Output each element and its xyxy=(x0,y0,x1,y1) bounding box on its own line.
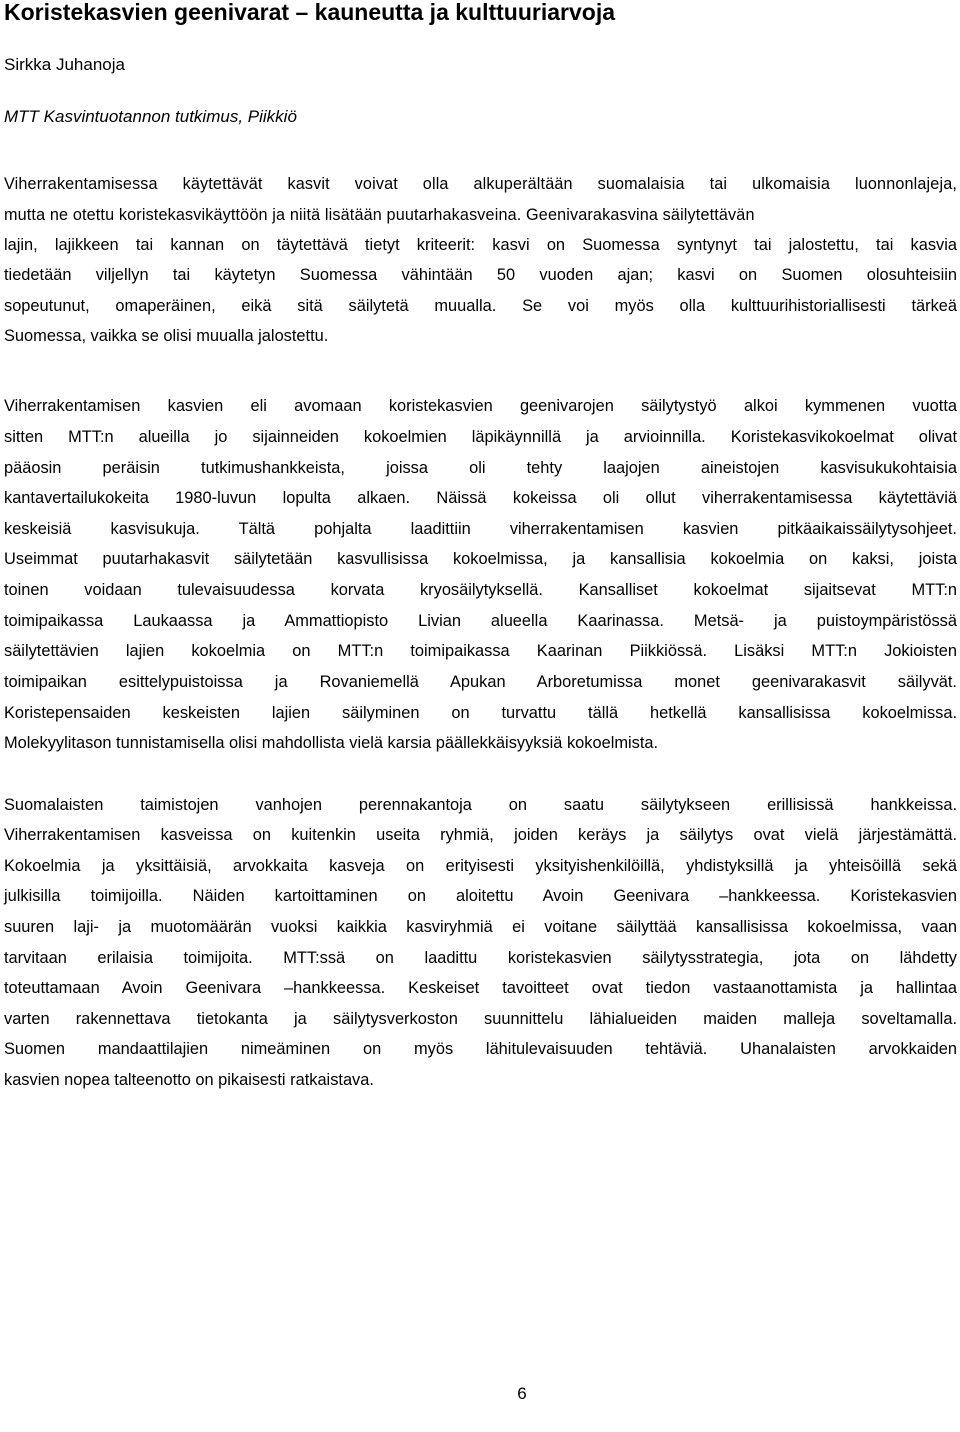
text-line: kantavertailukokeita 1980-luvun lopulta alkaen. Näissä kokeissa oli ollut viherrakentamisessa käytettäviä xyxy=(4,489,957,507)
text-line: Useimmat puutarhakasvit säilytetään kasvullisissa kokoelmissa, ja kansallisia kokoelmia on kaksi, joista xyxy=(4,550,957,568)
text-line: Suomen mandaattilajien nimeäminen on myös lähitulevaisuuden tehtäviä. Uhanalaisten arvokkaiden xyxy=(4,1040,957,1058)
text-line: keskeisiä kasvisukuja. Tältä pohjalta laadittiin viherrakentamisen kasvien pitkäaikaissäilytysohjeet. xyxy=(4,520,957,538)
text-line: Koristepensaiden keskeisten lajien säilyminen on turvattu tällä hetkellä kansallisissa kokoelmissa. xyxy=(4,704,957,722)
text-line: Viherrakentamisen kasvien eli avomaan koristekasvien geenivarojen säilytystyö alkoi kymmenen vuotta xyxy=(4,397,957,415)
author-name: Sirkka Juhanoja xyxy=(4,55,125,74)
text-line: Suomessa, vaikka se olisi muualla jalostettu. xyxy=(4,327,329,345)
text-line: mutta ne otettu koristekasvikäyttöön ja niitä lisätään puutarhakasveina. Geenivarakasvina säilytettävän xyxy=(4,206,755,224)
text-line: suuren laji- ja muotomäärän vuoksi kaikkia kasviryhmiä ei voitane säilyttää kansallisissa kokoelmissa, vaan xyxy=(4,918,957,936)
author-affiliation: MTT Kasvintuotannon tutkimus, Piikkiö xyxy=(4,107,297,126)
text-line: Kokoelmia ja yksittäisiä, arvokkaita kasveja on erityisesti yksityishenkilöillä, yhdistyksillä ja yhteisöillä sekä xyxy=(4,857,957,875)
text-line: Molekyylitason tunnistamisella olisi mahdollista vielä karsia päällekkäisyyksiä kokoelmista. xyxy=(4,734,659,752)
text-line: toimipaikassa Laukaassa ja Ammattiopisto Livian alueella Kaarinassa. Metsä- ja puistoympäristössä xyxy=(4,612,957,630)
page-number: 6 xyxy=(517,1384,527,1403)
text-line: julkisilla toimijoilla. Näiden kartoittaminen on aloitettu Avoin Geenivara –hankkeessa. Koristekasvien xyxy=(4,887,957,905)
text-line: Viherrakentamisen kasveissa on kuitenkin useita ryhmiä, joiden keräys ja säilytys ovat vielä järjestämättä. xyxy=(4,826,957,844)
text-line: lajin, lajikkeen tai kannan on täytettävä tietyt kriteerit: kasvi on Suomessa syntynyt tai jalostettu, tai kasvia xyxy=(4,236,957,254)
text-line: Suomalaisten taimistojen vanhojen perennakantoja on saatu säilytykseen erillisissä hankkeissa. xyxy=(4,796,957,814)
text-line: kasvien nopea talteenotto on pikaisesti ratkaistava. xyxy=(4,1071,374,1089)
text-line: sitten MTT:n alueilla jo sijainneiden kokoelmien läpikäynnillä ja arvioinnilla. Koristekasvikokoelmat olivat xyxy=(4,428,957,446)
text-line: toimipaikan esittelypuistoissa ja Rovaniemellä Apukan Arboretumissa monet geenivarakasvit säilyvät. xyxy=(4,673,957,691)
text-line: tarvitaan erilaisia toimijoita. MTT:ssä on laadittu koristekasvien säilytysstrategia, jota on lähdetty xyxy=(4,949,957,967)
text-line: varten rakennettava tietokanta ja säilytysverkoston suunnittelu lähialueiden maiden malleja soveltamalla. xyxy=(4,1010,957,1028)
text-line: sopeutunut, omaperäinen, eikä sitä säilytetä muualla. Se voi myös olla kulttuurihistoriallisesti tärkeä xyxy=(4,297,957,315)
text-line: pääosin peräisin tutkimushankkeista, joissa oli tehty laajojen aineistojen kasvisukukohtaisia xyxy=(4,459,957,477)
text-line: Viherrakentamisessa käytettävät kasvit voivat olla alkuperältään suomalaisia tai ulkomaisia luonnonlajeja, xyxy=(4,175,957,193)
document-title: Koristekasvien geenivarat – kauneutta ja kulttuuriarvoja xyxy=(4,0,616,25)
text-line: säilytettävien lajien kokoelmia on MTT:n toimipaikassa Kaarinan Piikkiössä. Lisäksi MTT:n Jokioisten xyxy=(4,642,957,660)
text-line: toteuttamaan Avoin Geenivara –hankkeessa. Keskeiset tavoitteet ovat tiedon vastaanottamista ja hallintaa xyxy=(4,979,957,997)
text-line: toinen voidaan tulevaisuudessa korvata kryosäilytyksellä. Kansalliset kokoelmat sijaitsevat MTT:n xyxy=(4,581,957,599)
text-line: tiedetään viljellyn tai käytetyn Suomessa vähintään 50 vuoden ajan; kasvi on Suomen olosuhteisiin xyxy=(4,266,957,284)
